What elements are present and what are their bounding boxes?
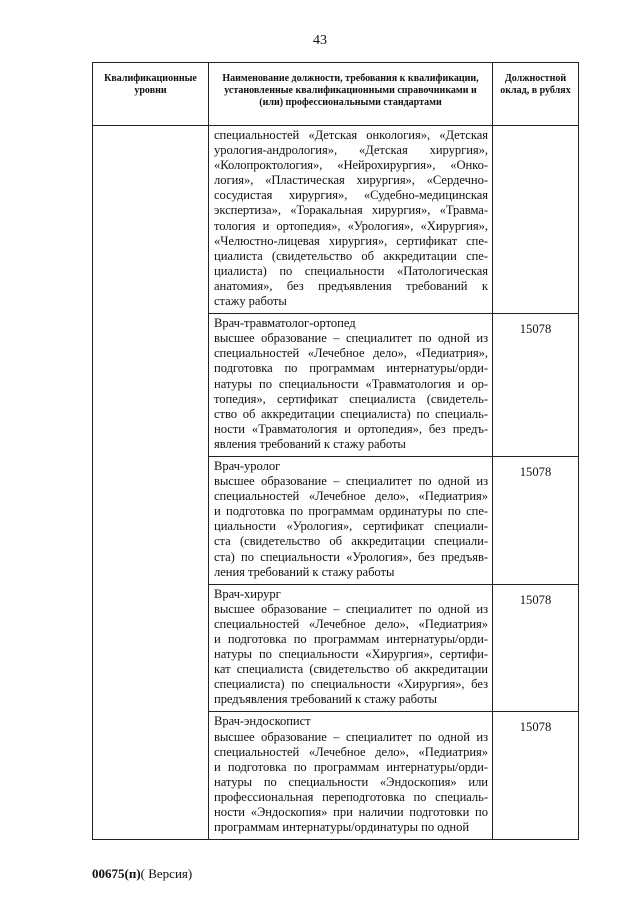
position-description-cell xyxy=(209,314,493,457)
description-line: специальностей «Лечебное дело», «Педиатрия», xyxy=(214,346,488,361)
salary-value: 15078 xyxy=(519,592,552,607)
salary-value: 15078 xyxy=(519,322,552,337)
description-line: ста (свидетельство об аккредитации специали- xyxy=(214,534,488,549)
description-line: ста) по специальности «Урология», без предъяв- xyxy=(214,549,488,564)
position-description-cell xyxy=(209,712,493,840)
description-line: высшее образование – специалитет по одной из xyxy=(214,601,488,616)
description-line: подготовка по программам интернатуры/орди- xyxy=(214,361,488,376)
description-line: предъявления требований к стажу работы xyxy=(214,692,437,707)
description-line: «Колопроктология», «Нейрохирургия», «Онко- xyxy=(214,158,488,173)
description-line: «Челюстно-лицевая хирургия», сертификат спе- xyxy=(214,233,488,248)
description-line: натуры по специальности «Хирургия», сертифи- xyxy=(214,647,488,662)
description-line: сосудистая хирургия», «Судебно-медицинская xyxy=(214,188,488,203)
description-line: специальностей «Лечебное дело», «Педиатрия» xyxy=(214,616,488,631)
description-line: и подготовка по программам интернатуры/орди- xyxy=(214,759,488,774)
description-line: явления требований к стажу работы xyxy=(214,436,406,451)
description-line: урология-андрология», «Детская хирургия», xyxy=(214,143,488,158)
qualification-level-cell xyxy=(93,126,209,840)
description-line: тология и ортопедия», «Урология», «Хирургия», xyxy=(214,218,488,233)
description-line: циалиста (свидетельство об аккредитации спе- xyxy=(214,248,488,263)
document-footer xyxy=(92,866,192,882)
salary-value: 15078 xyxy=(519,464,552,479)
description-line: и подготовка по программам ординатуры по спе- xyxy=(214,504,488,519)
position-description-cell xyxy=(209,584,493,712)
description-line: натуры по специальности «Эндоскопия» или xyxy=(214,774,488,789)
description-line: специальностей «Лечебное дело», «Педиатрия» xyxy=(214,744,488,759)
header-qualification-levels: Квалификационные уровни xyxy=(93,63,209,126)
description-line: Врач-хирург xyxy=(214,586,281,601)
description-line: кат специалиста (свидетельство об аккредитации xyxy=(214,662,488,677)
salary-cell xyxy=(493,584,579,712)
document-code: 00675(п) xyxy=(92,866,141,881)
table-header-row xyxy=(93,63,579,126)
description-line: ности «Травматология и ортопедия», без предъ- xyxy=(214,421,488,436)
description-line: Врач-уролог xyxy=(214,458,281,473)
header-salary: Должностной оклад, в рублях xyxy=(493,63,579,126)
salary-cell xyxy=(493,456,579,584)
description-line: ления требований к стажу работы xyxy=(214,564,395,579)
description-line: ство об аккредитации специалиста) по специаль- xyxy=(214,406,488,421)
document-version: ( Версия) xyxy=(140,866,193,881)
description-line: высшее образование – специалитет по одной из xyxy=(214,474,488,489)
position-description-cell xyxy=(209,456,493,584)
page-number: 43 xyxy=(313,33,327,48)
description-line: специалиста) по специальности «Хирургия», без xyxy=(214,677,488,692)
description-line: циалиста) по специальности «Патологическая xyxy=(214,263,488,278)
salary-cell xyxy=(493,314,579,457)
description-line: Врач-эндоскопист xyxy=(214,714,311,729)
description-line: стажу работы xyxy=(214,294,287,309)
description-line: специальностей «Детская онкология», «Детская xyxy=(214,128,488,142)
salary-cell xyxy=(493,712,579,840)
description-line: программам интернатуры/ординатуры по одной xyxy=(214,820,470,835)
table-row xyxy=(93,126,579,314)
description-line: анатомия», без предъявления требований к xyxy=(214,278,488,293)
description-line: Врач-травматолог-ортопед xyxy=(214,316,356,331)
salary-cell xyxy=(493,126,579,314)
qualification-table xyxy=(92,62,579,840)
description-line: специальностей «Лечебное дело», «Педиатрия» xyxy=(214,489,488,504)
position-description-cell xyxy=(209,126,493,314)
description-line: циальности «Урология», сертификат специали- xyxy=(214,519,488,534)
header-position-name: Наименование должности, требования к квалификации, установленные квалификационными справочниками и (или) профессиональными стандартами xyxy=(209,63,493,126)
description-line: натуры по специальности «Травматология и ор- xyxy=(214,376,488,391)
description-line: и подготовка по программам интернатуры/орди- xyxy=(214,632,488,646)
description-line: топедия», сертификат специалиста (свидетель- xyxy=(214,391,488,406)
description-line: экспертиза», «Торакальная хирургия», «Травма- xyxy=(214,203,488,218)
salary-value xyxy=(493,126,578,134)
description-line: ности «Эндоскопия» при наличии подготовки по xyxy=(214,805,488,820)
description-line: логия», «Пластическая хирургия», «Сердечно- xyxy=(214,173,488,188)
description-line: высшее образование – специалитет по одной из xyxy=(214,331,488,346)
description-line: профессиональная переподготовка по специаль- xyxy=(214,789,488,804)
description-line: высшее образование – специалитет по одной из xyxy=(214,729,488,744)
salary-value: 15078 xyxy=(519,720,552,735)
